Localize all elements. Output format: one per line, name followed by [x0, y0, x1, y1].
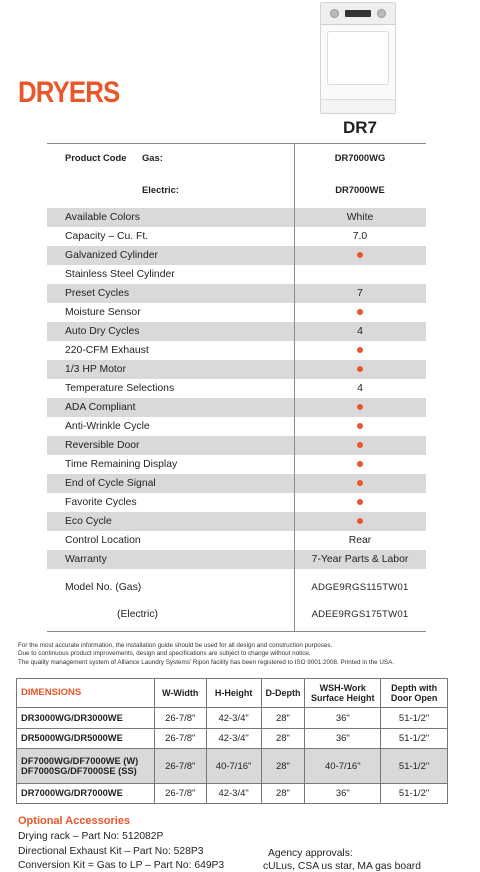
spec-value — [294, 345, 426, 356]
spec-label: Warranty — [65, 554, 107, 565]
dryer-product-image — [320, 2, 396, 114]
fine-print-line: The quality management system of Alliance Laundry Systems' Ripon facility has been registered to ISO 9001:2008. Printed in the USA. — [18, 658, 395, 666]
spec-value: 4 — [357, 326, 363, 337]
gas-code: DR7000WG — [334, 152, 386, 163]
dimension-cell: 40-7/16" — [305, 749, 381, 784]
feature-dot-icon — [357, 252, 363, 258]
spec-value — [294, 440, 426, 451]
dimension-cell: 51-1/2" — [381, 708, 448, 729]
accessory-item: Drying rack – Part No: 512082P — [18, 831, 164, 842]
fine-print-line: Due to continuous product improvements, design and specifications are subject to change without notice. — [18, 650, 311, 658]
model-cell: DR5000WG/DR5000WE — [17, 729, 155, 749]
depth-header: D-Depth — [261, 679, 305, 708]
spec-label: Temperature Selections — [65, 383, 175, 394]
dimensions-table — [16, 678, 448, 804]
dryer-base — [321, 99, 395, 113]
dimensions-body — [17, 708, 448, 804]
spec-header-gas-row — [47, 144, 426, 171]
spec-label: 1/3 HP Motor — [65, 364, 127, 375]
feature-dot-icon — [357, 442, 363, 448]
spec-label: Anti-Wrinkle Cycle — [65, 421, 150, 432]
dryer-knob-icon — [377, 9, 386, 18]
page-title: DRYERS — [18, 76, 120, 109]
spec-row — [47, 341, 426, 360]
spec-value: White — [346, 212, 374, 223]
spec-label: Moisture Sensor — [65, 307, 141, 318]
spec-value — [294, 250, 426, 261]
spec-label: End of Cycle Signal — [65, 478, 156, 489]
agency-label: Agency approvals: — [268, 848, 353, 859]
spec-label: Eco Cycle — [65, 516, 112, 527]
height-header: H-Height — [206, 679, 261, 708]
dimension-cell: 28" — [261, 749, 305, 784]
dimensions-row — [17, 708, 448, 729]
model-cell: DR7000WG/DR7000WE — [17, 784, 155, 804]
feature-dot-icon — [357, 423, 363, 429]
feature-dot-icon — [357, 404, 363, 410]
dimension-cell: 36" — [305, 784, 381, 804]
feature-dot-icon — [357, 518, 363, 524]
dimension-cell: 42-3/4" — [206, 784, 261, 804]
fine-print-line: For the most accurate information, the installation guide should be used for all design and construction purposes. — [18, 642, 333, 649]
spec-value — [294, 497, 426, 508]
dryer-door — [327, 31, 389, 85]
electric-label: Electric: — [142, 184, 179, 195]
model-electric-value: ADEE9RGS175TW01 — [311, 608, 409, 620]
dimension-cell: 26-7/8" — [154, 784, 206, 804]
spec-value — [294, 478, 426, 489]
spec-row — [47, 417, 426, 436]
product-code-label: Product Code — [65, 152, 127, 163]
dimension-cell: 26-7/8" — [154, 708, 206, 729]
spec-label: ADA Compliant — [65, 402, 136, 413]
spec-label: Galvanized Cylinder — [65, 250, 158, 261]
dimensions-row — [17, 749, 448, 784]
dryer-knob-icon — [330, 9, 339, 18]
spec-value — [294, 459, 426, 470]
spec-value — [294, 516, 426, 527]
spec-label: Time Remaining Display — [65, 459, 178, 470]
dimension-cell: 26-7/8" — [154, 749, 206, 784]
depth-door-open-header: Depth with Door Open — [381, 679, 448, 708]
model-heading: DR7 — [342, 118, 377, 137]
spec-row — [47, 265, 426, 284]
dimension-cell: 28" — [261, 784, 305, 804]
spec-row — [47, 208, 426, 227]
spec-label: Available Colors — [65, 212, 140, 223]
spec-label: Favorite Cycles — [65, 497, 137, 508]
dimensions-header: DIMENSIONS — [17, 679, 155, 708]
spec-row — [47, 303, 426, 322]
spec-row — [47, 455, 426, 474]
dimension-cell: 26-7/8" — [154, 729, 206, 749]
accessory-item: Directional Exhaust Kit – Part No: 528P3 — [18, 846, 204, 857]
spec-row — [47, 360, 426, 379]
model-cell: DF7000WG/DF7000WE (W) DF7000SG/DF7000SE (SS) — [17, 749, 155, 784]
spec-row — [47, 474, 426, 493]
spec-value: 7-Year Parts & Labor — [311, 554, 409, 565]
spec-label: Preset Cycles — [65, 288, 130, 299]
dimension-cell: 28" — [261, 708, 305, 729]
spec-table — [47, 143, 426, 632]
spec-header-electric-row — [47, 171, 426, 208]
agency-value: cULus, CSA us star, MA gas board — [263, 861, 421, 872]
dimension-cell: 51-1/2" — [381, 749, 448, 784]
feature-dot-icon — [357, 309, 363, 315]
spec-rows — [47, 208, 426, 569]
spec-row — [47, 284, 426, 303]
dimension-cell: 51-1/2" — [381, 729, 448, 749]
spec-value — [294, 364, 426, 375]
spec-row — [47, 398, 426, 417]
spec-row — [47, 227, 426, 246]
spec-label: Control Location — [65, 535, 141, 546]
spec-value — [294, 402, 426, 413]
model-cell: DR3000WG/DR3000WE — [17, 708, 155, 729]
dimensions-header-row — [17, 679, 448, 708]
width-header: W-Width — [154, 679, 206, 708]
model-gas-label: Model No. (Gas) — [65, 582, 142, 593]
model-gas-row — [47, 569, 426, 597]
feature-dot-icon — [357, 347, 363, 353]
spec-row — [47, 493, 426, 512]
spec-value: Rear — [348, 535, 372, 546]
gas-label: Gas: — [142, 152, 163, 163]
dimensions-row — [17, 729, 448, 749]
spec-value: 7.0 — [352, 231, 368, 242]
model-gas-value: ADGE9RGS115TW01 — [311, 582, 409, 593]
spec-value: 4 — [357, 383, 363, 394]
spec-row — [47, 322, 426, 341]
feature-dot-icon — [357, 480, 363, 486]
spec-row — [47, 531, 426, 550]
dimensions-row — [17, 784, 448, 804]
feature-dot-icon — [357, 461, 363, 467]
spec-row — [47, 379, 426, 398]
spec-row — [47, 246, 426, 265]
work-surface-height-header: WSH-Work Surface Height — [305, 679, 381, 708]
spec-label: Reversible Door — [65, 440, 140, 451]
spec-label: Stainless Steel Cylinder — [65, 269, 175, 280]
dimension-cell: 40-7/16" — [206, 749, 261, 784]
dimension-cell: 36" — [305, 729, 381, 749]
electric-code: DR7000WE — [335, 184, 385, 195]
dryer-display — [345, 10, 371, 17]
spec-label: Capacity – Cu. Ft. — [65, 231, 149, 242]
feature-dot-icon — [357, 499, 363, 505]
model-electric-label: (Electric) — [117, 608, 158, 620]
feature-dot-icon — [357, 366, 363, 372]
spec-value: 7 — [357, 288, 363, 299]
spec-row — [47, 550, 426, 569]
dimension-cell: 42-3/4" — [206, 729, 261, 749]
spec-label: Auto Dry Cycles — [65, 326, 140, 337]
fine-print — [18, 642, 478, 667]
dimension-cell: 28" — [261, 729, 305, 749]
spec-row — [47, 436, 426, 455]
spec-row — [47, 512, 426, 531]
accessory-item: Conversion Kit = Gas to LP – Part No: 649P3 — [18, 860, 225, 871]
spec-value — [294, 307, 426, 318]
accessories-title: Optional Accessories — [18, 815, 131, 827]
dryer-control-panel — [321, 3, 395, 25]
spec-label: 220-CFM Exhaust — [65, 345, 149, 356]
model-electric-row — [47, 597, 426, 631]
dimension-cell: 36" — [305, 708, 381, 729]
dimension-cell: 42-3/4" — [206, 708, 261, 729]
spec-value — [294, 421, 426, 432]
dimension-cell: 51-1/2" — [381, 784, 448, 804]
